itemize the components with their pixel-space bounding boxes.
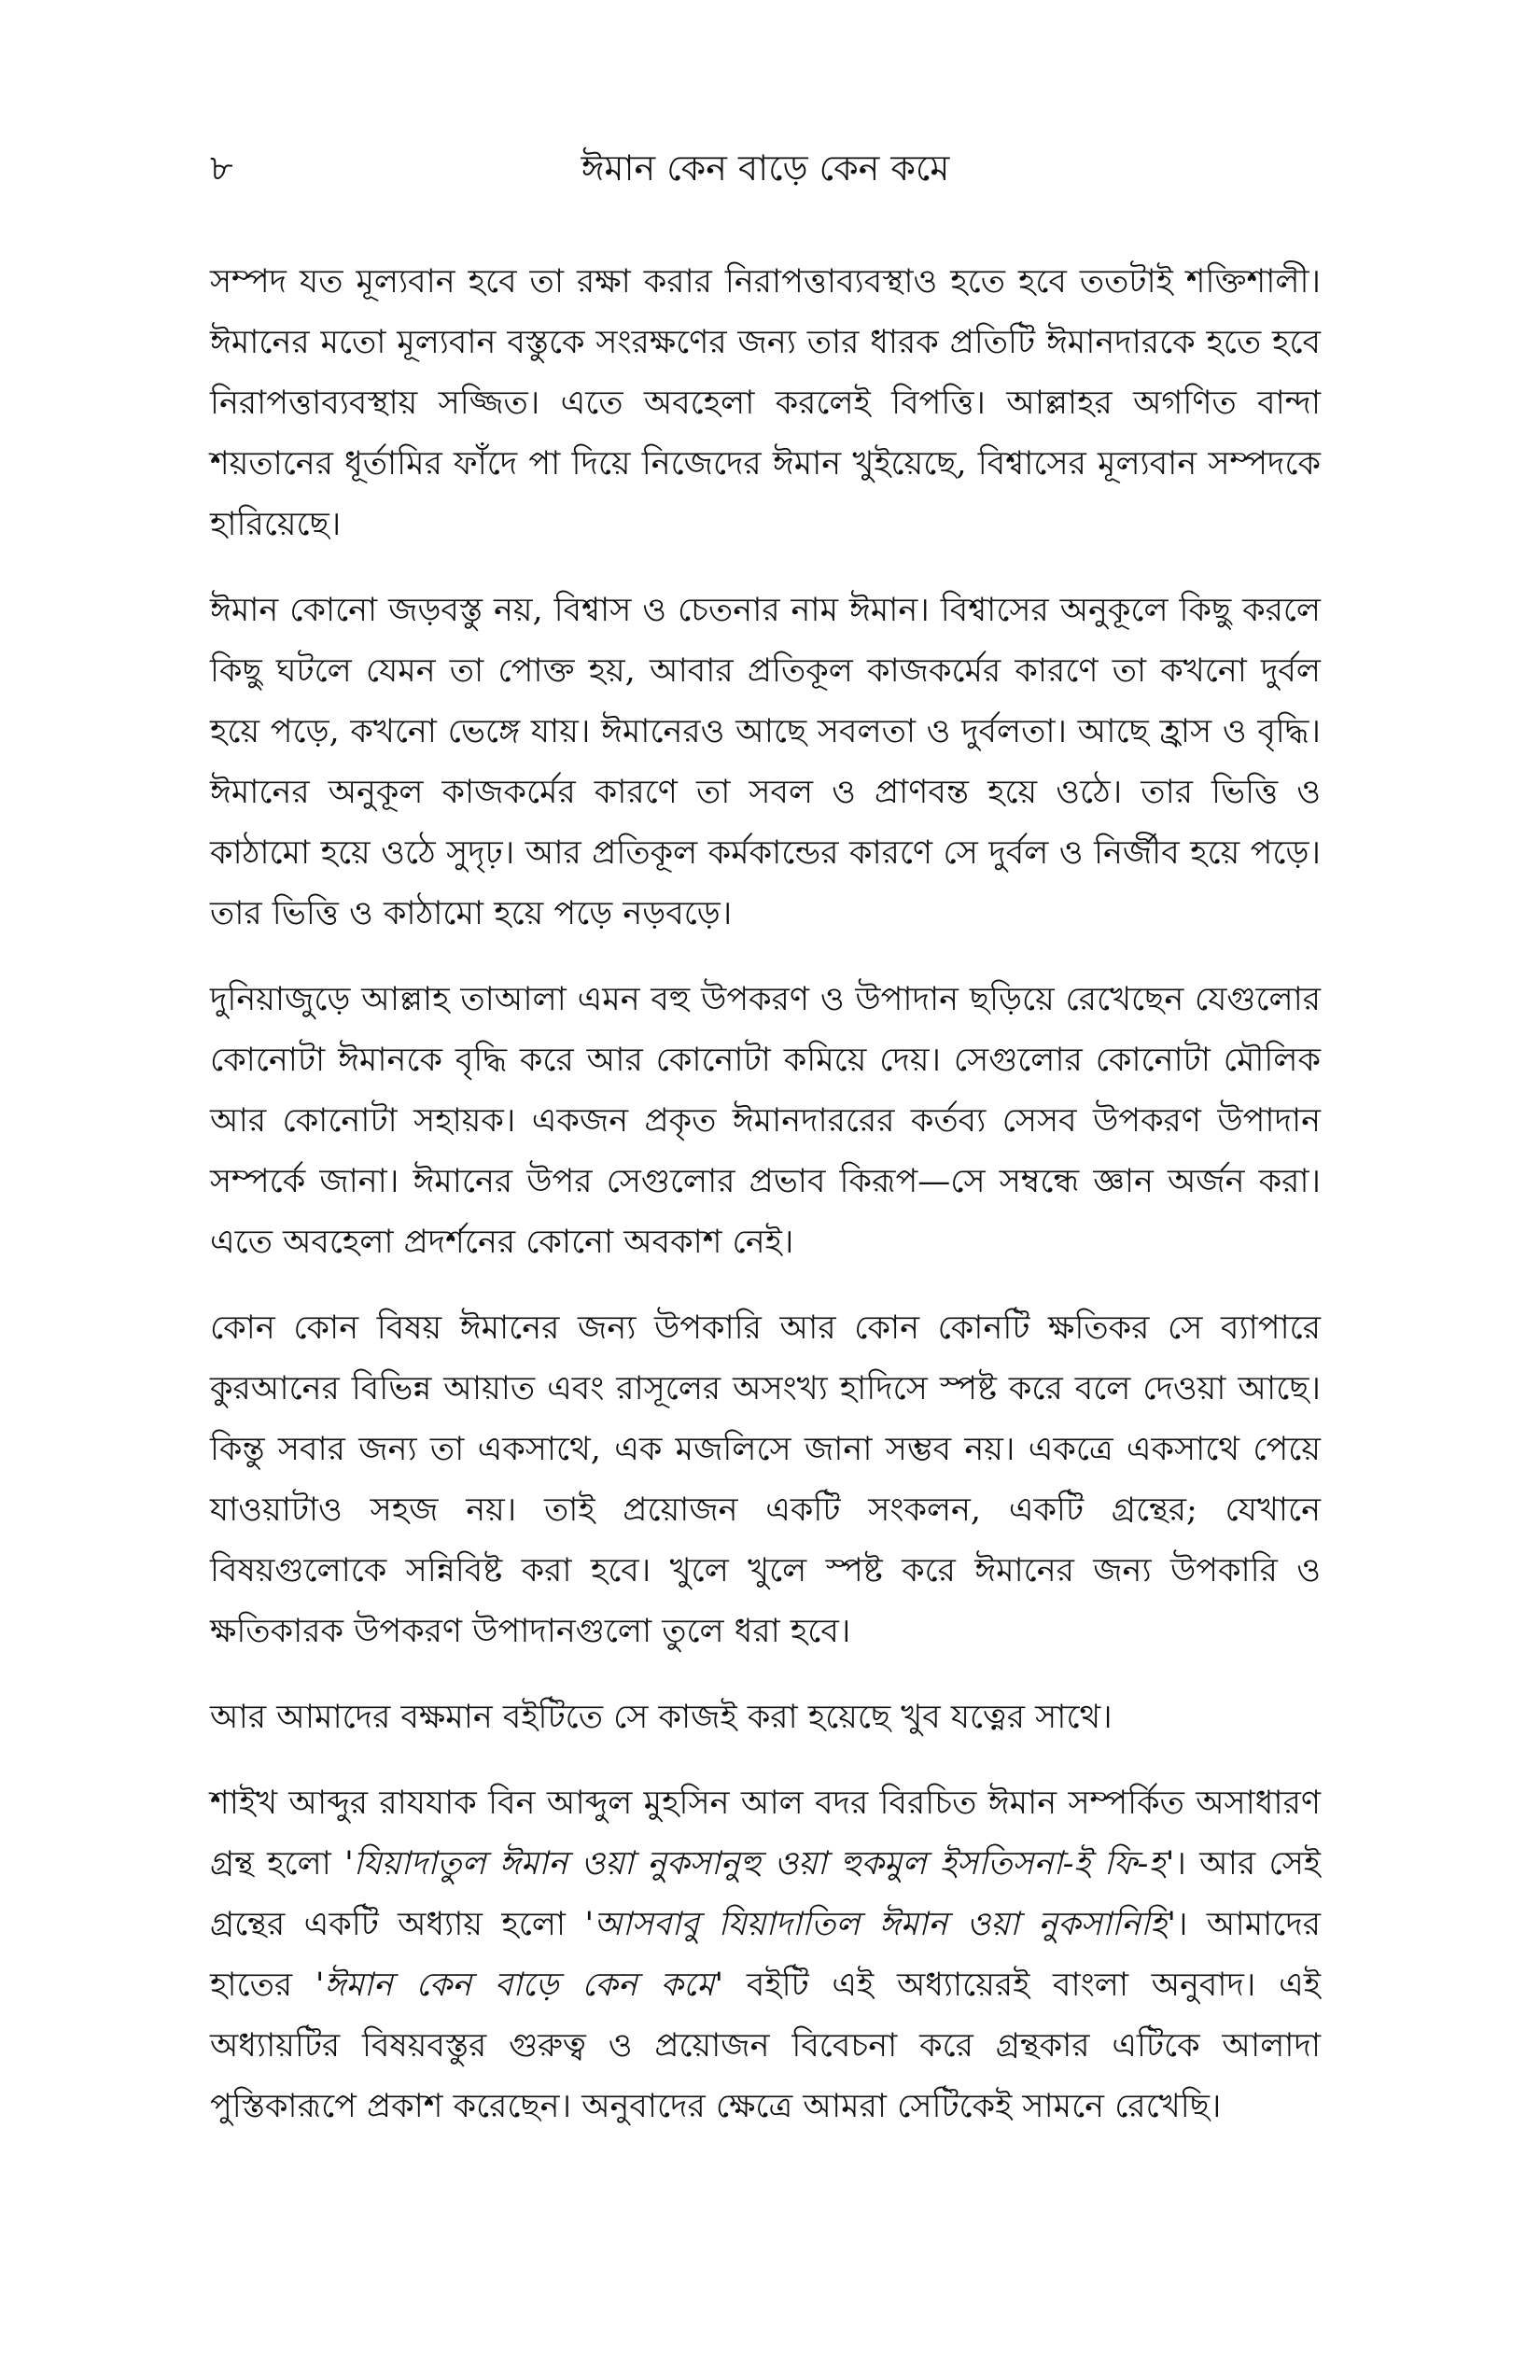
paragraph-6-text-2: । আর সেই গ্রন্থের একটি অধ্যায় হলো [210, 1845, 1322, 1943]
page-header [210, 140, 1321, 196]
paragraph-5: আর আমাদের বক্ষমান বইটিতে সে কাজই করা হয়েছে খুব যত্নের সাথে। [210, 1699, 1113, 1736]
running-title: ঈমান কেন বাড়ে কেন কমে [581, 147, 950, 189]
paragraph-1: সম্পদ যত মূল্যবান হবে তা রক্ষা করার নিরাপত্তাব্যবস্থাও হতে হবে ততটাই শক্তিশালী। ঈমানের মতো মূল্যবান বস্তুকে সংরক্ষণের জন্য তার ধারক প্রতিটি ঈমানদারকে হতে হবে নিরাপত্তাব্যবস্থায় সজ্জিত। এতে অবহেলা করলেই বিপত্তি। আল্লাহর অগণিত বান্দা শয়তানের ধূর্তামির ফাঁদে পা দিয়ে নিজেদের ঈমান খুইয়েছে, বিশ্বাসের মূল্যবান সম্পদকে হারিয়েছে। [210, 263, 1321, 543]
book-title-original: 'যিয়াদাতুল ঈমান ওয়া নুকসানুহু ওয়া হুকমুল ইসতিসনা-ই ফি-হ' [344, 1845, 1175, 1883]
paragraph-6-text-3: । আমাদের হাতের [210, 1906, 1322, 2004]
paragraph-4: কোন কোন বিষয় ঈমানের জন্য উপকারি আর কোন কোনটি ক্ষতিকর সে ব্যাপারে কুরআনের বিভিন্ন আয়াত এবং রাসূলের অসংখ্য হাদিসে স্পষ্ট করে বলে দেওয়া আছে। কিন্তু সবার জন্য তা একসাথে, এক মজলিসে জানা সম্ভব নয়। একত্রে একসাথে পেয়ে যাওয়াটাও সহজ নয়। তাই প্রয়োজন একটি সংকলন, একটি গ্রন্থের; যেখানে বিষয়গুলোকে সন্নিবিষ্ট করা হবে। খুলে খুলে স্পষ্ট করে ঈমানের জন্য উপকারি ও ক্ষতিকারক উপকরণ উপাদানগুলো তুলে ধরা হবে। [210, 1309, 1321, 1650]
paragraph-2: ঈমান কোনো জড়বস্তু নয়, বিশ্বাস ও চেতনার নাম ঈমান। বিশ্বাসের অনুকূলে কিছু করলে কিছু ঘটলে যেমন তা পোক্ত হয়, আবার প্রতিকূল কাজকর্মের কারণে তা কখনো দুর্বল হয়ে পড়ে, কখনো ভেঙ্গে যায়। ঈমানেরও আছে সবলতা ও দুর্বলতা। আছে হ্রাস ও বৃদ্ধি। ঈমানের অনুকূল কাজকর্মের কারণে তা সবল ও প্রাণবন্ত হয়ে ওঠে। তার ভিত্তি ও কাঠামো হয়ে ওঠে সুদৃঢ়। আর প্রতিকূল কর্মকান্ডের কারণে সে দুর্বল ও নির্জীব হয়ে পড়ে। তার ভিত্তি ও কাঠামো হয়ে পড়ে নড়বড়ে। [210, 592, 1321, 932]
page-number: ৮ [210, 147, 233, 189]
paragraph-6-text-4: বইটি এই অধ্যায়েরই বাংলা অনুবাদ। এই অধ্যায়টির বিষয়বস্তুর গুরুত্ব ও প্রয়োজন বিবেচনা করে গ্রন্থকার এটিকে আলাদা পুস্তিকারূপে প্রকাশ করেছেন। অনুবাদের ক্ষেত্রে আমরা সেটিকেই সামনে রেখেছি। [210, 1967, 1321, 2125]
body-text [210, 252, 1321, 2259]
paragraph-6-text-1: শাইখ আব্দুর রাযযাক বিন আব্দুল মুহসিন আল বদর বিরচিত ঈমান সম্পর্কিত অসাধারণ গ্রন্থ হলো [210, 1785, 1321, 1883]
book-title-bangla: 'ঈমান কেন বাড়ে কেন কমে' [315, 1967, 724, 2004]
chapter-title: 'আসবাবু যিয়াদাতিল ঈমান ওয়া নুকসানিহি' [584, 1906, 1176, 1943]
paragraph-6 [210, 1773, 1321, 2137]
paragraph-3: দুনিয়াজুড়ে আল্লাহ তাআলা এমন বহু উপকরণ ও উপাদান ছড়িয়ে রেখেছেন যেগুলোর কোনোটা ঈমানকে বৃদ্ধি করে আর কোনোটা কমিয়ে দেয়। সেগুলোর কোনোটা মৌলিক আর কোনোটা সহায়ক। একজন প্রকৃত ঈমানদাররের কর্তব্য সেসব উপকরণ উপাদান সম্পর্কে জানা। ঈমানের উপর সেগুলোর প্রভাব কিরূপ—সে সম্বন্ধে জ্ঞান অর্জন করা। এতে অবহেলা প্রদর্শনের কোনো অবকাশ নেই। [210, 981, 1321, 1261]
